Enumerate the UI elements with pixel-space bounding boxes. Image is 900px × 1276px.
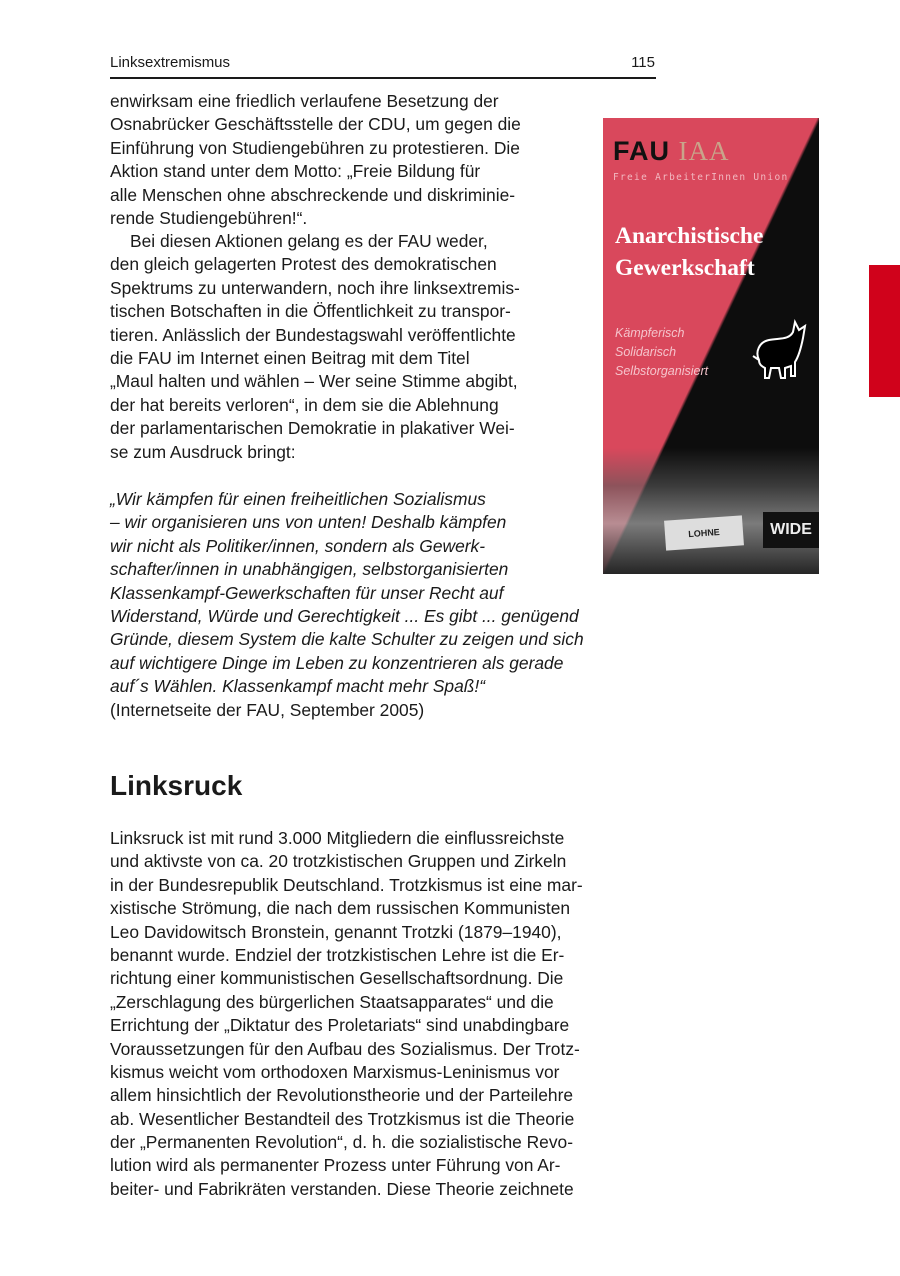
- text-line: Aktion stand unter dem Motto: „Freie Bildung für: [110, 161, 481, 182]
- text-line: Widerstand, Würde und Gerechtigkeit ... Es gibt ... genügend: [110, 605, 579, 626]
- text-line: den gleich gelagerten Protest des demokratischen: [110, 254, 497, 275]
- text-line: der parlamentarischen Demokratie in plakativer Wei-: [110, 418, 515, 439]
- banner: LOHNE: [664, 515, 744, 550]
- text-line: Leo Davidowitsch Bronstein, genannt Trotzki (1879–1940),: [110, 921, 562, 942]
- text-line: „Maul halten und wählen – Wer seine Stimme abgibt,: [110, 371, 518, 392]
- poster-taglines: Kämpferisch Solidarisch Selbstorganisiert: [615, 326, 709, 378]
- text-line: rende Studiengebühren!“.: [110, 207, 308, 228]
- section-heading: Linksruck: [110, 770, 243, 801]
- text-line: beiter- und Fabrikräten verstanden. Diese Theorie zeichnete: [110, 1178, 574, 1199]
- text-line: xistische Strömung, die nach dem russischen Kommunisten: [110, 898, 571, 919]
- text-line: der „Permanenten Revolution“, d. h. die sozialistische Revo-: [110, 1132, 574, 1153]
- chapter-tab-marker: [869, 265, 900, 397]
- text-line: Errichtung der „Diktatur des Proletariats“ sind unabdingbare: [110, 1015, 570, 1036]
- running-header: Linksextremismus: [110, 54, 231, 71]
- text-line: und aktivste von ca. 20 trotzkistischen Gruppen und Zirkeln: [110, 851, 567, 872]
- quote-source: (Internetseite der FAU, September 2005): [110, 699, 425, 720]
- paragraph-2: [110, 230, 520, 464]
- text-line: alle Menschen ohne abschreckende und diskriminie-: [110, 184, 516, 205]
- fau-poster-image: [603, 118, 819, 574]
- paragraph-1: [110, 90, 521, 230]
- text-line: „Zerschlagung des bürgerlichen Staatsapparates“ und die: [110, 991, 554, 1012]
- poster-title: Anarchistische Gewerkschaft: [615, 223, 764, 281]
- text-line: „Wir kämpfen für einen freiheitlichen Sozialismus: [110, 489, 486, 509]
- demonstration-photo: [603, 448, 819, 574]
- poster-logo: FAU IAA: [613, 136, 730, 166]
- text-line: benannt wurde. Endziel der trotzkistischen Lehre ist die Er-: [110, 944, 565, 965]
- text-line: schafter/innen in unabhängigen, selbstorganisierten: [110, 559, 509, 580]
- text-line: Bei diesen Aktionen gelang es der FAU weder,: [130, 231, 488, 251]
- poster-subtitle: Freie ArbeiterInnen Union: [613, 172, 789, 183]
- text-line: richtung einer kommunistischen Gesellschaftsordnung. Die: [110, 968, 564, 989]
- text-line: – wir organisieren uns von unten! Deshalb kämpfen: [110, 512, 507, 533]
- paragraph-3: [110, 827, 583, 1201]
- header-rule: [110, 77, 656, 79]
- text-line: kismus weicht vom orthodoxen Marxismus-Leninismus vor: [110, 1061, 560, 1082]
- text-line: ab. Wesentlicher Bestandteil des Trotzkismus ist die Theorie: [110, 1108, 575, 1129]
- text-line: Spektrums zu unterwandern, noch ihre linksextremis-: [110, 277, 520, 298]
- text-line: auf wichtigere Dinge im Leben zu konzentrieren als gerade: [110, 652, 564, 673]
- text-line: wir nicht als Politiker/innen, sondern als Gewerk-: [110, 535, 486, 556]
- black-cat-icon: [749, 318, 809, 384]
- text-line: Osnabrücker Geschäftsstelle der CDU, um gegen die: [110, 114, 521, 135]
- text-line: se zum Ausdruck bringt:: [110, 441, 296, 462]
- quote: [110, 488, 584, 699]
- text-line: Klassenkampf-Gewerkschaften für unser Recht auf: [110, 582, 504, 603]
- text-line: Gründe, diesem System die kalte Schulter zu zeigen und sich: [110, 629, 584, 650]
- page-number: 115: [631, 54, 655, 71]
- text-line: Einführung von Studiengebühren zu protestieren. Die: [110, 137, 520, 158]
- text-line: der hat bereits verloren“, in dem sie die Ablehnung: [110, 394, 499, 415]
- text-line: lution wird als permanenter Prozess unter Führung von Ar-: [110, 1155, 561, 1176]
- text-line: Linksruck ist mit rund 3.000 Mitgliedern die einflussreichste: [110, 828, 565, 848]
- text-line: allem hinsichtlich der Revolutionstheorie und der Parteilehre: [110, 1085, 574, 1106]
- text-line: tieren. Anlässlich der Bundestagswahl veröffentlichte: [110, 324, 516, 345]
- text-line: tischen Botschaften in die Öffentlichkeit zu transpor-: [110, 301, 511, 322]
- text-line: enwirksam eine friedlich verlaufene Besetzung der: [110, 91, 499, 111]
- text-line: in der Bundesrepublik Deutschland. Trotzkismus ist eine mar-: [110, 874, 583, 895]
- text-line: Voraussetzungen für den Aufbau des Sozialismus. Der Trotz-: [110, 1038, 580, 1059]
- text-line: auf´s Wählen. Klassenkampf macht mehr Spaß!“: [110, 676, 486, 697]
- banner: WIDE: [763, 512, 819, 548]
- text-line: die FAU im Internet einen Beitrag mit dem Titel: [110, 347, 470, 368]
